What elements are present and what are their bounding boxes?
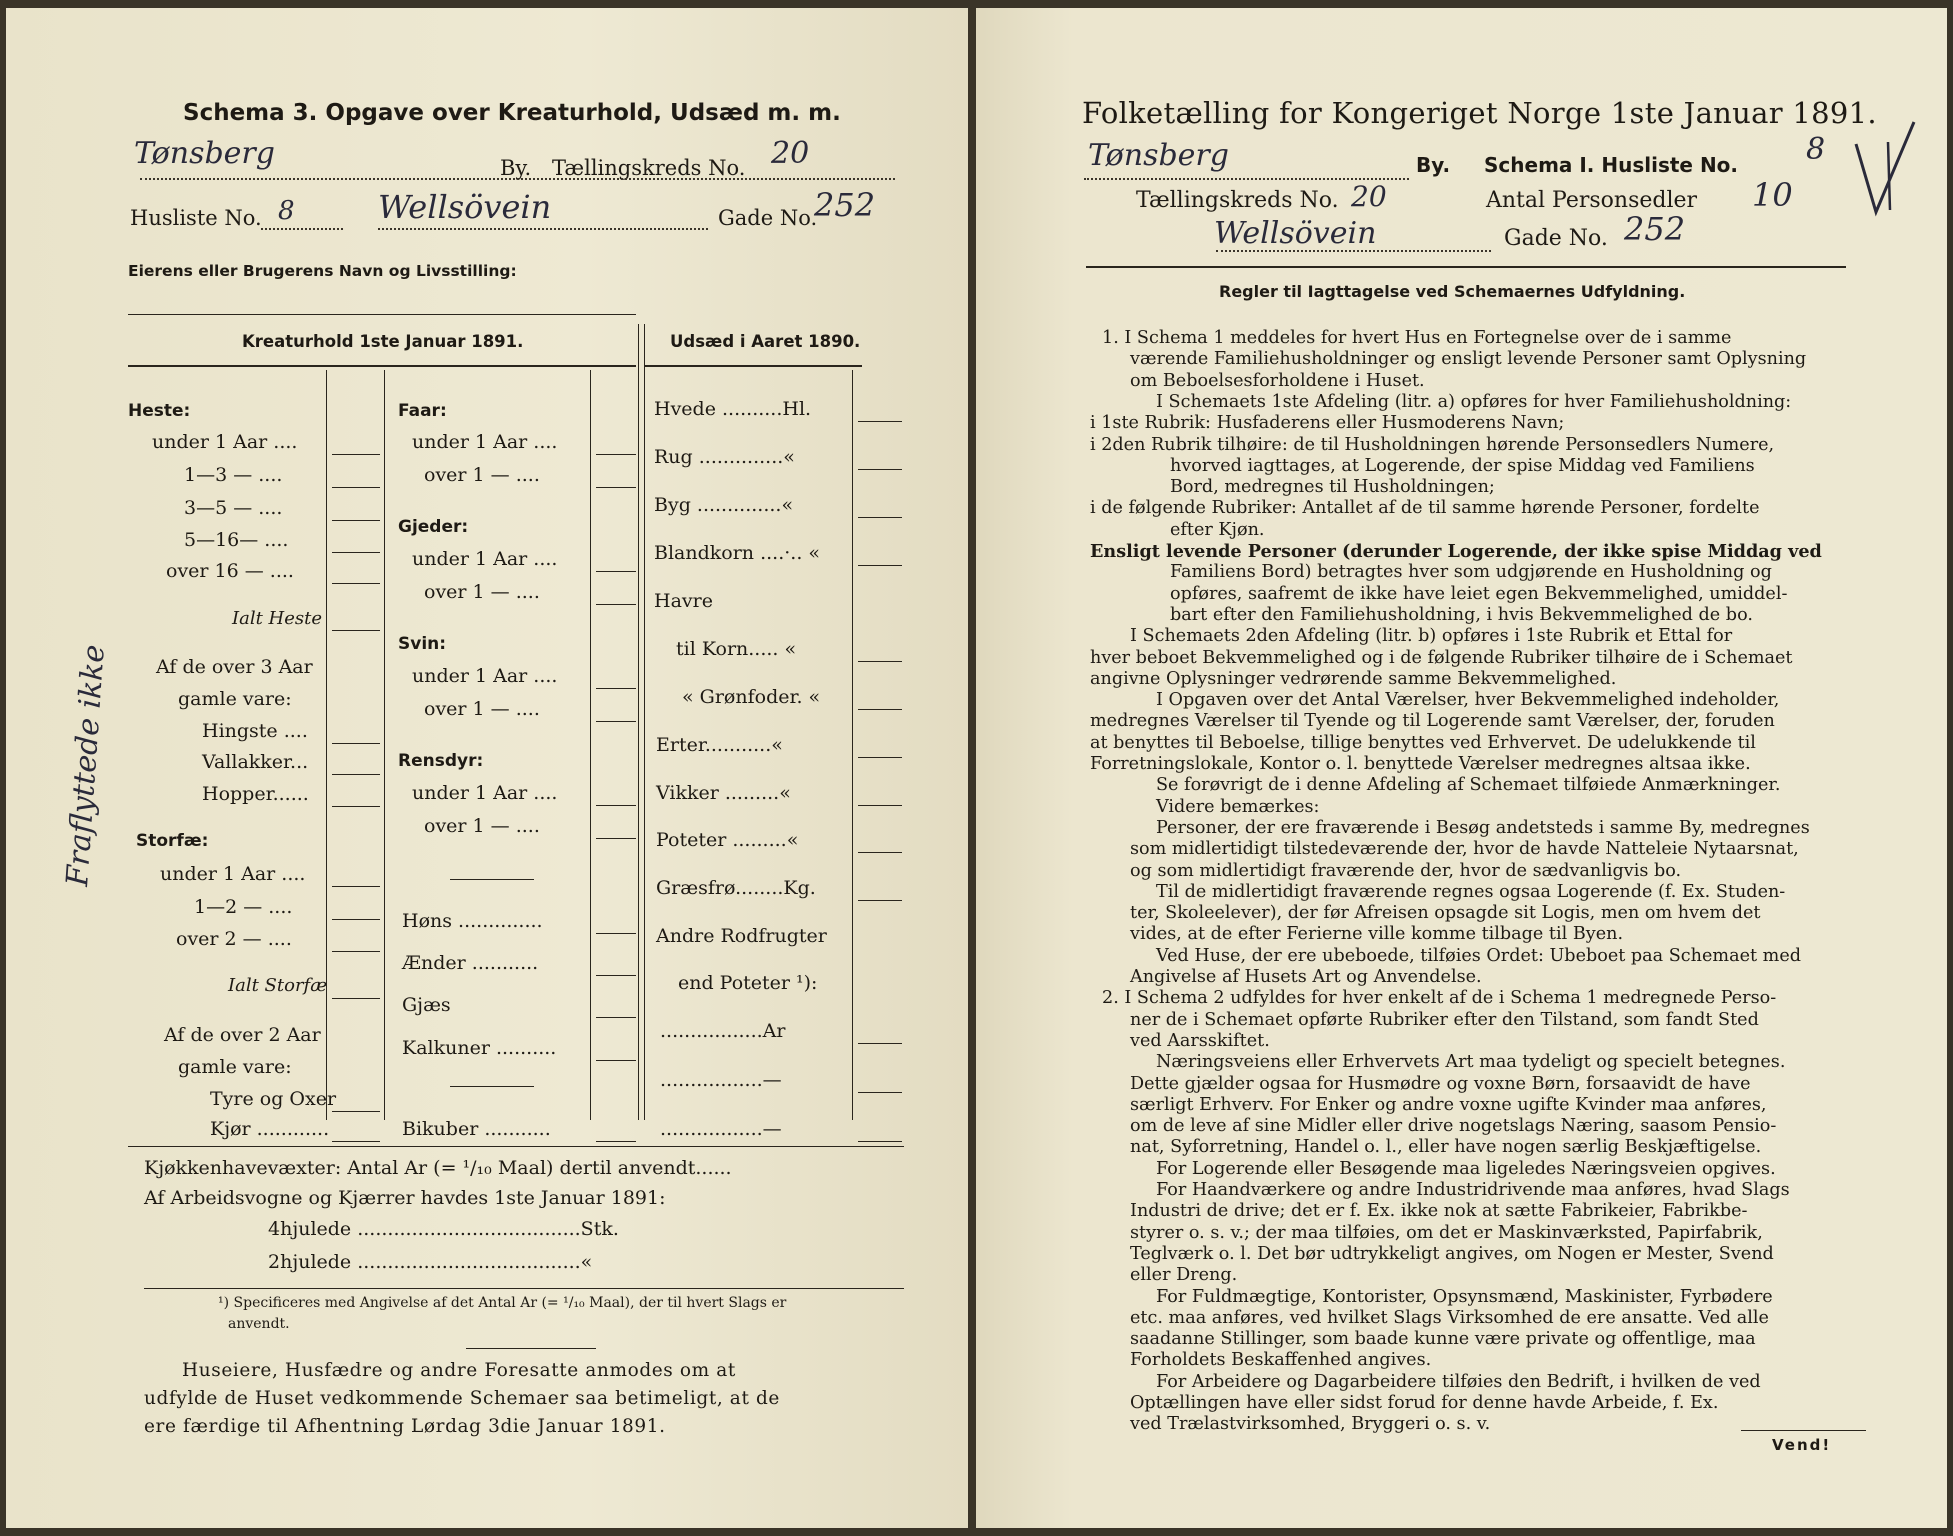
rensdyr-over-1: over 1 — .... bbox=[424, 815, 540, 837]
kjokkenhavevaexter: Kjøkkenhavevæxter: Antal Ar (= ¹/₁₀ Maal) dertil anvendt...... bbox=[144, 1157, 732, 1179]
margin-note-handwritten: Fraflyttede ikke bbox=[60, 643, 112, 888]
rule-line: i 1ste Rubrik: Husfaderens eller Husmoderens Navn; bbox=[1090, 413, 1565, 434]
blank bbox=[596, 571, 636, 572]
gamle-vare-1: gamle vare: bbox=[178, 688, 292, 710]
af-over-3-aar: Af de over 3 Aar bbox=[156, 656, 313, 678]
rule-line: Familiens Bord) betragtes hver som udgjørende en Husholdning og bbox=[1170, 562, 1772, 583]
rule-line: om de leve af sine Midler eller drive nogetslags Næring, saasom Pensio- bbox=[1130, 1116, 1777, 1137]
separator bbox=[450, 879, 534, 880]
erter-label: Erter...........« bbox=[656, 734, 783, 756]
owner-label: Eierens eller Brugerens Navn og Livsstilling: bbox=[128, 262, 517, 280]
street-handwritten: Wellsövein bbox=[378, 188, 552, 226]
gjeder-under-1: under 1 Aar .... bbox=[412, 548, 558, 570]
rule-line: styrer o. s. v.; der maa tilføies, om det er Maskinværksted, Papirfabrik, bbox=[1130, 1222, 1763, 1243]
blank bbox=[596, 1141, 636, 1142]
right-gade-label: Gade No. bbox=[1504, 226, 1608, 251]
heste-label: Heste: bbox=[128, 401, 191, 421]
svin-label: Svin: bbox=[398, 634, 447, 654]
footnote-line-2: anvendt. bbox=[228, 1316, 290, 1332]
rules-heading: Regler til Iagttagelse ved Schemaernes Udfyldning. bbox=[1219, 282, 1686, 301]
blank bbox=[332, 951, 380, 952]
heste-5-16: 5—16— .... bbox=[184, 529, 289, 551]
rule-line: nat, Syforretning, Handel o. l., eller have nogen særlig Beskjæftigelse. bbox=[1130, 1137, 1762, 1158]
col-rule bbox=[638, 324, 639, 1120]
blank bbox=[332, 583, 380, 584]
rule-line: ved Aarsskiftet. bbox=[1130, 1030, 1270, 1051]
svin-under-1: under 1 Aar .... bbox=[412, 665, 558, 687]
notice-line-1: Huseiere, Husfædre og andre Foresatte anmodes om at bbox=[182, 1360, 736, 1381]
husliste-value: 8 bbox=[278, 196, 295, 226]
schema-3-title: Schema 3. Opgave over Kreaturhold, Udsæd m. m. bbox=[183, 100, 841, 126]
rule-line: Ved Huse, der ere ubeboede, tilføies Ordet: Ubeboet paa Schemaet med bbox=[1156, 945, 1801, 966]
rule-line: Se forøvrigt de i denne Afdeling af Schemaet tilføiede Anmærkninger. bbox=[1156, 775, 1781, 796]
right-tellingskreds-label: Tællingskreds No. bbox=[1136, 188, 1339, 213]
table-bottom-rule bbox=[128, 1146, 904, 1147]
header-rule bbox=[128, 314, 636, 315]
blank bbox=[858, 517, 902, 518]
vallakker-label: Vallakker... bbox=[202, 751, 309, 773]
blank bbox=[596, 933, 636, 934]
rule-line: Industri de drive; det er f. Ex. ikke nok at sætte Fabrikeier, Fabrikbe- bbox=[1130, 1201, 1748, 1222]
right-by-handwritten: Tønsberg bbox=[1088, 138, 1229, 173]
blank bbox=[596, 688, 636, 689]
by-handwritten: Tønsberg bbox=[134, 136, 275, 171]
blank bbox=[332, 886, 380, 887]
rule-line: som midlertidigt tilstedeværende der, hvor de havde Natteleie Nytaarsnat, bbox=[1130, 839, 1799, 860]
street-dots bbox=[378, 228, 708, 230]
blank bbox=[332, 454, 380, 455]
blank bbox=[332, 1111, 380, 1112]
rensdyr-under-1: under 1 Aar .... bbox=[412, 782, 558, 804]
vikker-label: Vikker .........« bbox=[656, 782, 791, 804]
right-page-schema-1 bbox=[976, 8, 1947, 1528]
tyre-og-oxer: Tyre og Oxer bbox=[210, 1088, 337, 1110]
poteter-label: Poteter .........« bbox=[656, 829, 799, 851]
rule-line: værende Familiehusholdninger og ensligt levende Personer samt Oplysning bbox=[1130, 349, 1807, 370]
hvede-label: Hvede ..........Hl. bbox=[654, 398, 812, 420]
storfae-1-2: 1—2 — .... bbox=[194, 896, 293, 918]
personsedler-label: Antal Personsedler bbox=[1486, 188, 1698, 213]
col-rule bbox=[326, 370, 327, 1120]
hons-label: Høns .............. bbox=[402, 910, 543, 932]
blank bbox=[858, 1092, 902, 1093]
havre-gronfoder: « Grønfoder. « bbox=[682, 686, 821, 708]
blank bbox=[332, 1141, 380, 1142]
gade-label: Gade No. bbox=[718, 206, 818, 230]
rule-line: om Beboelsesforholdene i Huset. bbox=[1130, 370, 1425, 391]
rule-line: Videre bemærkes: bbox=[1156, 796, 1320, 817]
col-rule bbox=[384, 370, 385, 1120]
blank-line-2: .................— bbox=[660, 1069, 782, 1091]
blank bbox=[332, 552, 380, 553]
blank bbox=[858, 709, 902, 710]
rule-line: ved Trælastvirksomhed, Bryggeri o. s. v. bbox=[1130, 1414, 1491, 1435]
blank bbox=[858, 1141, 902, 1142]
rule-line: Angivelse af Husets Art og Anvendelse. bbox=[1130, 967, 1482, 987]
rule-line: i de følgende Rubriker: Antallet af de til samme hørende Personer, fordelte bbox=[1090, 498, 1760, 519]
blank bbox=[332, 774, 380, 775]
blank bbox=[858, 1043, 902, 1044]
rule-line: 1. I Schema 1 meddeles for hvert Hus en Fortegnelse over de i samme bbox=[1102, 328, 1732, 348]
rule-line: hver beboet Bekvemmelighed og i de følgende Rubriker tilhøire de i Schemaet bbox=[1090, 647, 1793, 668]
blank bbox=[858, 565, 902, 566]
ialt-storfae: Ialt Storfæ bbox=[228, 975, 328, 996]
header-bottom-rule-2 bbox=[644, 365, 862, 367]
rule-line: hvorved iagttages, at Logerende, der spise Middag ved Familiens bbox=[1170, 455, 1755, 476]
rule-line: eller Dreng. bbox=[1130, 1265, 1238, 1286]
blank bbox=[858, 805, 902, 806]
rule-line: Forretningslokale, Kontor o. l. benyttede Værelser medregnes altsaa ikke. bbox=[1090, 754, 1751, 774]
right-tellingskreds-value: 20 bbox=[1351, 180, 1387, 213]
vend-rule bbox=[1741, 1430, 1866, 1431]
tellingskreds-label: Tællingskreds No. bbox=[552, 156, 746, 180]
kalkuner-label: Kalkuner .......... bbox=[402, 1037, 557, 1059]
vend-label: Vend! bbox=[1772, 1436, 1832, 1454]
hjulede-2: 2hjulede .....................................« bbox=[268, 1251, 593, 1273]
rule-line: medregnes Værelser til Tyende og til Logerende samt Værelser, der, foruden bbox=[1090, 711, 1775, 732]
gamle-vare-2: gamle vare: bbox=[178, 1056, 292, 1078]
right-gade-value: 252 bbox=[1624, 210, 1686, 248]
rules-text-block bbox=[1090, 328, 1890, 1438]
blank bbox=[596, 1017, 636, 1018]
gade-value: 252 bbox=[814, 186, 876, 224]
end-poteter: end Poteter ¹): bbox=[678, 972, 818, 994]
gjeder-over-1: over 1 — .... bbox=[424, 581, 540, 603]
tellingskreds-value: 20 bbox=[771, 136, 810, 171]
graesfro-label: Græsfrø........Kg. bbox=[656, 877, 816, 899]
havre-til-korn: til Korn..... « bbox=[676, 638, 797, 660]
rule-line: 2. I Schema 2 udfyldes for hver enkelt af de i Schema 1 medregnede Perso- bbox=[1102, 988, 1777, 1009]
havre-label: Havre bbox=[654, 590, 713, 612]
storfae-over-2: over 2 — .... bbox=[176, 928, 292, 950]
check-mark-icon bbox=[1848, 114, 1926, 224]
storfae-under-1: under 1 Aar .... bbox=[160, 863, 306, 885]
blank bbox=[332, 919, 380, 920]
blank bbox=[858, 421, 902, 422]
blank bbox=[596, 1060, 636, 1061]
blank bbox=[858, 757, 902, 758]
schema-1-husliste-label: Schema I. Husliste No. bbox=[1484, 153, 1739, 177]
col-rule bbox=[644, 324, 645, 1120]
rule-line: i 2den Rubrik tilhøire: de til Husholdningen hørende Personsedlers Numere, bbox=[1090, 434, 1775, 455]
left-page-schema-3 bbox=[6, 8, 968, 1528]
hjulede-4: 4hjulede .....................................Stk. bbox=[268, 1218, 619, 1240]
rule-line: ner de i Schemaet opførte Rubriker efter den Tilstand, som fandt Sted bbox=[1130, 1009, 1759, 1030]
blank bbox=[596, 805, 636, 806]
ialt-heste: Ialt Heste bbox=[232, 608, 323, 629]
heste-3-5: 3—5 — .... bbox=[184, 497, 283, 519]
blank bbox=[596, 838, 636, 839]
street-dots bbox=[1216, 250, 1491, 252]
rule-line: I Opgaven over det Antal Værelser, hver Bekvemmelighed indeholder, bbox=[1156, 690, 1780, 711]
blank bbox=[596, 454, 636, 455]
right-header-rule bbox=[1086, 266, 1846, 268]
rule-line: saadanne Stillinger, som baade kunne være private og offentlige, maa bbox=[1130, 1329, 1756, 1350]
faar-label: Faar: bbox=[398, 401, 447, 421]
rule-line: ter, Skoleelever), der før Afreisen opsagde sit Logis, men om hvem det bbox=[1130, 903, 1761, 924]
rule-line: I Schemaets 1ste Afdeling (litr. a) opføres for hver Familiehusholdning: bbox=[1156, 391, 1792, 412]
personsedler-value: 10 bbox=[1752, 176, 1793, 214]
faar-under-1: under 1 Aar .... bbox=[412, 431, 558, 453]
notice-line-3: ere færdige til Afhentning Lørdag 3die Januar 1891. bbox=[144, 1416, 666, 1437]
rule-line: efter Kjøn. bbox=[1170, 519, 1265, 540]
rule-line: vides, at de efter Ferierne ville komme tilbage til Byen. bbox=[1130, 924, 1624, 945]
rensdyr-label: Rensdyr: bbox=[398, 751, 484, 771]
rule-line: Ensligt levende Personer (derunder Logerende, der ikke spise Middag ved bbox=[1090, 541, 1822, 562]
udsaed-header: Udsæd i Aaret 1890. bbox=[670, 332, 861, 351]
blandkorn-label: Blandkorn ....·.. « bbox=[654, 542, 821, 564]
rule-line: Dette gjælder ogsaa for Husmødre og voxne Børn, forsaavidt de have bbox=[1130, 1073, 1751, 1094]
blank bbox=[596, 604, 636, 605]
rule-line: For Haandværkere og andre Industridrivende maa anføres, hvad Slags bbox=[1156, 1180, 1790, 1200]
blank bbox=[332, 998, 380, 999]
blank bbox=[332, 487, 380, 488]
blank bbox=[332, 520, 380, 521]
rule-line: Personer, der ere fraværende i Besøg andetsteds i samme By, medregnes bbox=[1156, 817, 1810, 838]
blank bbox=[596, 487, 636, 488]
kjor-label: Kjør ............ bbox=[210, 1118, 330, 1140]
rule-line: at benyttes til Beboelse, tillige benyttes ved Erhvervet. De udelukkende til bbox=[1090, 732, 1756, 753]
rule-line: Optællingen have eller sidst forud for denne havde Arbeide, f. Ex. bbox=[1130, 1393, 1719, 1413]
rule-line: For Logerende eller Besøgende maa ligeledes Næringsveien opgives. bbox=[1156, 1158, 1776, 1179]
rug-label: Rug ..............« bbox=[654, 446, 795, 468]
hingste-label: Hingste .... bbox=[202, 720, 308, 742]
rule-line: angivne Oplysninger vedrørende samme Bekvemmelighed. bbox=[1090, 668, 1617, 689]
storfae-label: Storfæ: bbox=[136, 831, 209, 851]
heste-1-3: 1—3 — .... bbox=[184, 464, 283, 486]
heste-over-16: over 16 — .... bbox=[166, 560, 294, 582]
separator bbox=[450, 1086, 534, 1087]
rule-line: Teglværk o. l. Det bør udtrykkeligt angives, om Nogen er Mester, Svend bbox=[1130, 1243, 1774, 1264]
right-by-label: By. bbox=[1416, 153, 1451, 177]
right-street-handwritten: Wellsövein bbox=[1214, 216, 1377, 251]
arbeidsvogne-label: Af Arbeidsvogne og Kjærrer havdes 1ste Januar 1891: bbox=[144, 1187, 666, 1209]
col-rule bbox=[852, 370, 853, 1120]
heste-under-1: under 1 Aar .... bbox=[152, 431, 298, 453]
aender-label: Ænder ........... bbox=[402, 952, 539, 974]
af-over-2-aar: Af de over 2 Aar bbox=[164, 1024, 321, 1046]
husliste-label: Husliste No. bbox=[130, 206, 262, 230]
rule-line: særligt Erhverv. For Enker og andre voxne ugifte Kvinder maa anføres, bbox=[1130, 1094, 1767, 1115]
rule-line: bart efter den Familiehusholdning, i hvis Bekvemmelighed de bo. bbox=[1170, 604, 1753, 625]
hopper-label: Hopper...... bbox=[202, 783, 309, 805]
blank bbox=[858, 852, 902, 853]
rule-line: Bord, medregnes til Husholdningen; bbox=[1170, 477, 1495, 498]
blank bbox=[858, 469, 902, 470]
blank bbox=[596, 975, 636, 976]
kreaturhold-header: Kreaturhold 1ste Januar 1891. bbox=[242, 332, 524, 351]
ar-line: .................Ar bbox=[660, 1020, 786, 1042]
blank bbox=[332, 743, 380, 744]
blank bbox=[332, 630, 380, 631]
rule-line: Til de midlertidigt fraværende regnes ogsaa Logerende (f. Ex. Studen- bbox=[1156, 881, 1786, 902]
rule-line: I Schemaets 2den Afdeling (litr. b) opføres i 1ste Rubrik et Ettal for bbox=[1130, 626, 1733, 647]
notice-line-2: udfylde de Huset vedkommende Schemaer saa betimeligt, at de bbox=[144, 1388, 780, 1409]
census-title: Folketælling for Kongeriget Norge 1ste Januar 1891. bbox=[1082, 96, 1877, 130]
header-bottom-rule bbox=[128, 365, 636, 367]
blank bbox=[858, 900, 902, 901]
rule-line: Forholdets Beskaffenhed angives. bbox=[1130, 1350, 1432, 1371]
footnote-rule bbox=[144, 1288, 904, 1289]
blank bbox=[858, 661, 902, 662]
rule-line: etc. maa anføres, ved hvilket Slags Virksomhed de ere ansatte. Ved alle bbox=[1130, 1307, 1769, 1328]
rule-line: For Arbeidere og Dagarbeidere tilføies den Bedrift, i hvilken de ved bbox=[1156, 1371, 1761, 1392]
footnote-line-1: ¹) Specificeres med Angivelse af det Antal Ar (= ¹/₁₀ Maal), der til hvert Slags er bbox=[218, 1295, 787, 1311]
rule-line: opføres, saafremt de ikke have leiet egen Bekvemmelighed, umiddel- bbox=[1170, 583, 1788, 604]
faar-over-1: over 1 — .... bbox=[424, 464, 540, 486]
husliste-dots bbox=[261, 228, 343, 230]
by-label: By. bbox=[500, 156, 532, 180]
blank bbox=[332, 806, 380, 807]
rule-line: og som midlertidigt fraværende der, hvor de sædvanligvis bo. bbox=[1130, 860, 1682, 881]
gjaes-label: Gjæs bbox=[402, 994, 451, 1016]
byg-label: Byg ..............« bbox=[654, 494, 794, 516]
col-rule bbox=[590, 370, 591, 1120]
by-line-dots bbox=[140, 178, 895, 180]
bikuber-label: Bikuber ........... bbox=[402, 1118, 551, 1140]
svin-over-1: over 1 — .... bbox=[424, 698, 540, 720]
rule-line: Næringsveiens eller Erhvervets Art maa tydeligt og specielt betegnes. bbox=[1156, 1052, 1786, 1073]
andre-rodfrugter: Andre Rodfrugter bbox=[656, 925, 827, 947]
gjeder-label: Gjeder: bbox=[398, 517, 469, 537]
blank bbox=[596, 721, 636, 722]
right-husliste-value: 8 bbox=[1806, 132, 1826, 167]
notice-rule bbox=[466, 1348, 596, 1349]
rule-line: For Fuldmægtige, Kontorister, Opsynsmænd, Maskinister, Fyrbødere bbox=[1156, 1286, 1773, 1307]
blank-line-3: .................— bbox=[660, 1118, 782, 1140]
